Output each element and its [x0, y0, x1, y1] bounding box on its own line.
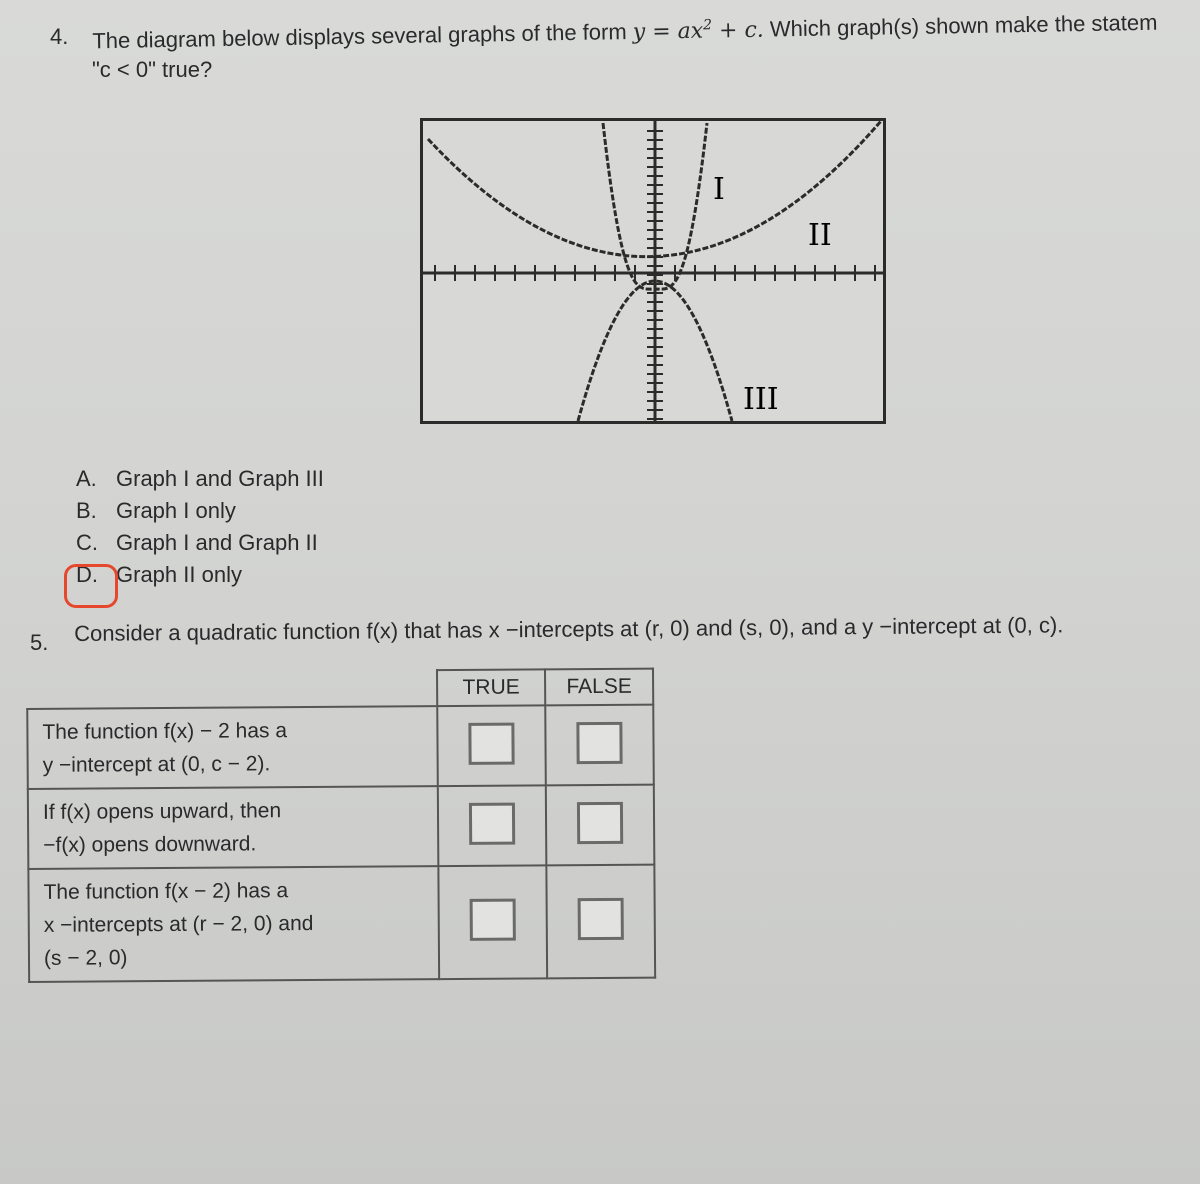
row-3-false-checkbox[interactable]: [578, 898, 624, 940]
row-3-true-checkbox[interactable]: [470, 899, 516, 941]
question-4-equation: y = ax: [632, 18, 704, 45]
question-4-number: 4.: [50, 24, 69, 49]
question-5-number: 5.: [30, 630, 49, 655]
row-3-false-cell: [546, 865, 655, 979]
choice-a[interactable]: [76, 466, 324, 492]
statement-3-line-3: (s − 2, 0): [43, 946, 128, 970]
row-2-false-checkbox[interactable]: [577, 801, 623, 843]
question-4-text-part-1: The diagram below displays several graphs of the form: [92, 18, 633, 54]
table-corner: [27, 670, 437, 709]
question-4-line-2: "c < 0" true?: [92, 57, 213, 82]
row-2-false-cell: [546, 785, 655, 866]
row-1-false-checkbox[interactable]: [576, 721, 622, 763]
statement-3-line-2: x −intercepts at (r − 2, 0) and: [43, 912, 314, 937]
statement-2-line-2: −f(x) opens downward.: [43, 832, 257, 857]
true-false-table: [26, 668, 656, 983]
statement-1-line-1: The function f(x) − 2 has a: [42, 719, 288, 744]
statement-1: [27, 706, 438, 789]
choice-c-text: Graph I and Graph II: [116, 530, 318, 555]
statement-1-line-2: y −intercept at (0, c − 2).: [42, 752, 271, 777]
table-row: [27, 705, 654, 789]
graph-svg: [423, 121, 883, 421]
question-4-text-part-2: Which graph(s) shown make the statem: [763, 9, 1158, 42]
choice-c[interactable]: [76, 530, 318, 556]
statement-2: [28, 786, 439, 869]
graph-label-ii: II: [808, 218, 832, 253]
choice-b-letter: B.: [76, 498, 97, 523]
row-2-true-checkbox[interactable]: [469, 802, 515, 844]
row-2-true-cell: [438, 785, 547, 866]
graph-label-iii: III: [743, 382, 779, 417]
graph-label-i: I: [713, 172, 725, 207]
question-4-exponent: 2: [702, 17, 713, 34]
choice-d-text: Graph II only: [116, 562, 242, 587]
choice-a-text: Graph I and Graph III: [116, 466, 324, 491]
choice-b-text: Graph I only: [116, 498, 236, 523]
statement-2-line-1: If f(x) opens upward, then: [42, 799, 282, 824]
question-4-equation-tail: + c.: [711, 17, 765, 44]
answer-circle-mark: [64, 564, 118, 608]
header-true: TRUE: [437, 669, 545, 706]
question-5-text: Consider a quadratic function f(x) that has x −intercepts at (r, 0) and (s, 0), and a y −intercept at (0, c).: [74, 612, 1064, 646]
choice-d-letter: D.: [76, 562, 98, 587]
header-false: FALSE: [545, 669, 653, 706]
statement-3: [28, 866, 439, 982]
row-1-true-cell: [437, 705, 546, 786]
choice-a-letter: A.: [76, 466, 97, 491]
choice-b[interactable]: [76, 498, 236, 524]
table-header-row: [27, 669, 653, 709]
row-1-false-cell: [545, 705, 654, 786]
row-3-true-cell: [438, 865, 547, 979]
row-1-true-checkbox[interactable]: [468, 722, 514, 764]
statement-3-line-1: The function f(x − 2) has a: [43, 879, 289, 904]
choice-c-letter: C.: [76, 530, 98, 555]
table-row: [28, 785, 655, 869]
table-row: [28, 865, 655, 982]
question-4-line-1: [92, 1, 1158, 58]
graph-diagram: [420, 118, 886, 424]
